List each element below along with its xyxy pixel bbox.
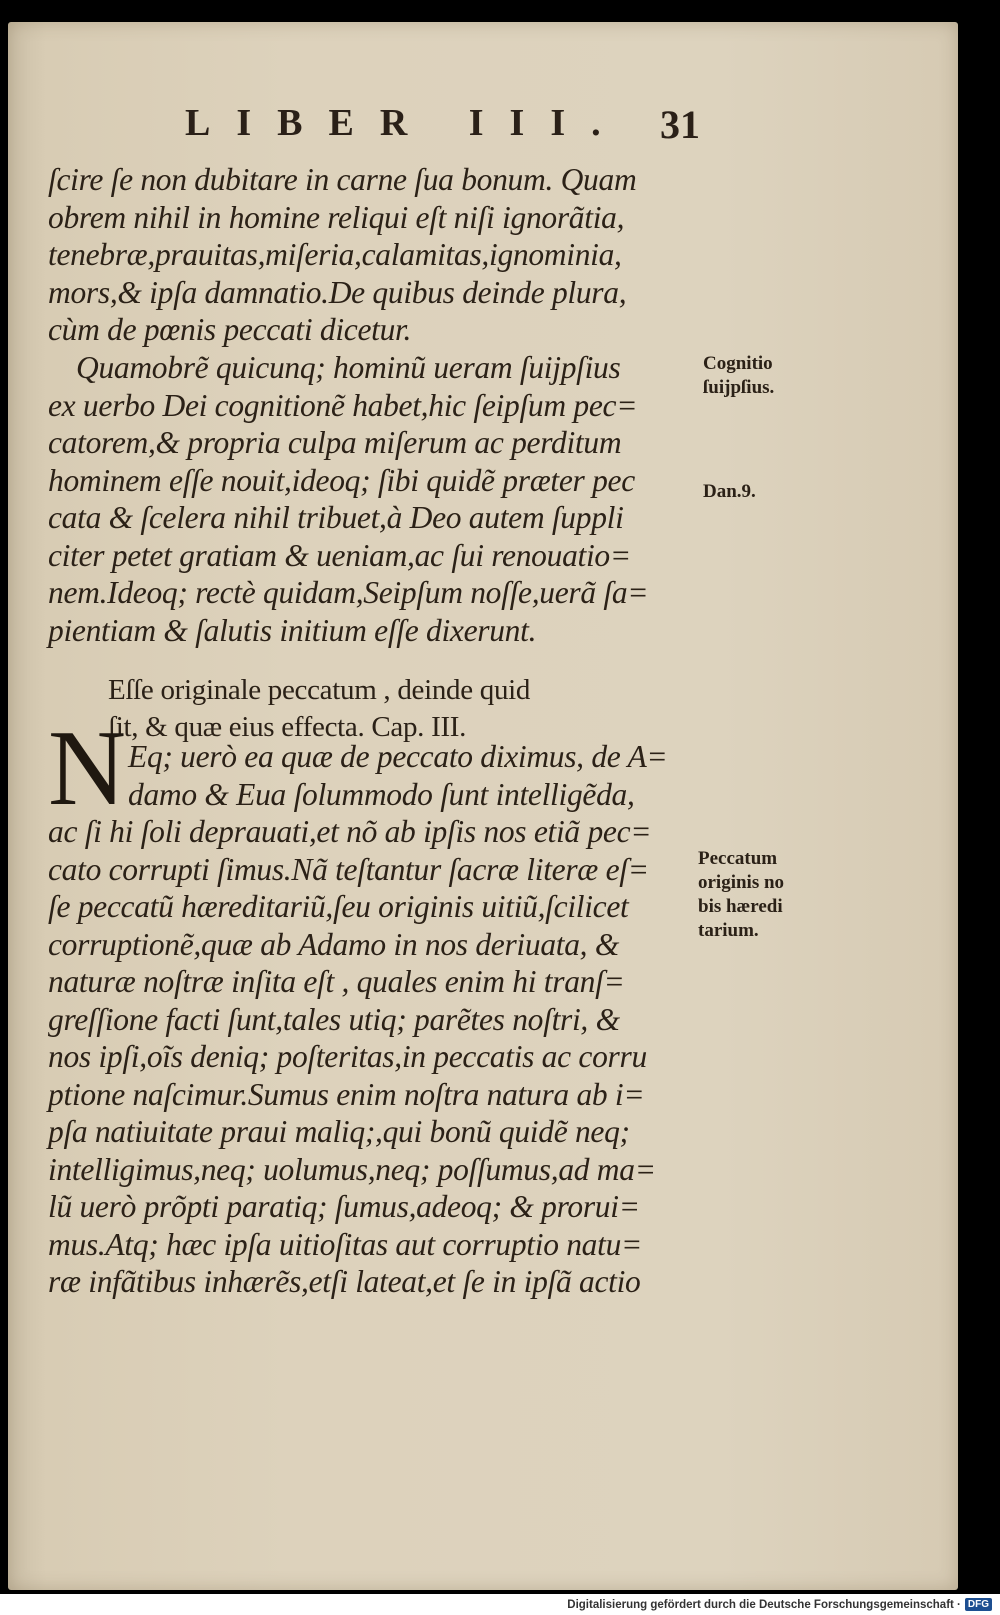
text-line: catorem,& propria culpa miſerum ac perditum [48, 425, 622, 460]
text-line: corruptionẽ,quæ ab Adamo in nos deriuata, & [48, 926, 620, 962]
dfg-logo-icon: DFG [965, 1598, 992, 1611]
margin-note-line: Cognitio [703, 353, 773, 374]
text-line: Quamobrẽ quicunq; hominũ ueram ſuijpſius [76, 350, 621, 385]
text-line: ac ſi hi ſoli deprauati,et nõ ab ipſis nos etiã pec= [48, 814, 652, 849]
margin-note-line: ſuijpſius. [703, 377, 775, 398]
text-line: greſſione facti ſunt,tales utiq; parẽtes noſtri, & [48, 1001, 620, 1037]
text-line: mors,& ipſa damnatio.De quibus deinde plura, [48, 274, 627, 310]
text-line: tenebræ,prauitas,miſeria,calamitas,ignominia, [48, 237, 622, 272]
text-line: nem.Ideoq; rectè quidam,Seipſum noſſe,uerã ſa= [48, 575, 649, 610]
heading-line: ſit, & quæ eius effecta. Cap. III. [108, 711, 467, 743]
text-line: naturæ noſtræ inſita eſt , quales enim hi tranſ= [48, 964, 625, 999]
margin-note-line: tarium. [698, 920, 759, 941]
text-line: intelligimus,neq; uolumus,neq; poſſumus,ad ma= [48, 1151, 656, 1187]
text-line: ex uerbo Dei cognitionẽ habet,hic ſeipſum pec= [48, 387, 638, 423]
text-line: Eq; uerò ea quæ de peccato diximus, de A= [128, 739, 668, 774]
text-line: nos ipſi,oĩs deniq; poſteritas,in peccatis ac corru [48, 1039, 647, 1074]
margin-note-dan [703, 480, 756, 504]
text-line: cata & ſcelera nihil tribuet,à Deo autem ſuppli [48, 500, 624, 535]
margin-note-peccatum [698, 847, 784, 943]
text-line: ſe peccatũ hæreditariũ,ſeu originis uitiũ,ſcilicet [48, 889, 629, 924]
margin-note-line: originis no [698, 872, 785, 893]
running-head: LIBER III. [185, 102, 627, 144]
margin-note-line: Peccatum [698, 848, 778, 869]
footer-bar [0, 1594, 1000, 1615]
text-line: cato corrupti ſimus.Nã teſtantur ſacræ literæ eſ= [48, 851, 649, 887]
text-line: cùm de pœnis peccati dicetur. [48, 312, 412, 347]
margin-note-line: Dan.9. [703, 481, 756, 502]
margin-note-line: bis hæredi [698, 896, 783, 917]
text-line: damo & Eua ſolummodo ſunt intelligẽda, [128, 776, 635, 812]
text-line: lũ uerò prõpti paratiq; ſumus,adeoq; & prorui= [48, 1189, 640, 1224]
text-line: mus.Atq; hæc ipſa uitioſitas aut corruptio natu= [48, 1226, 642, 1262]
text-line: pſa natiuitate praui maliq;,qui bonũ quidẽ neq; [48, 1114, 630, 1149]
text-line: ræ infãtibus inhærẽs,etſi lateat,et ſe in ipſã actio [48, 1264, 641, 1299]
paragraph-3-indented [128, 738, 698, 813]
drop-cap-initial: N [48, 709, 126, 828]
margin-note-cognitio [703, 352, 774, 400]
text-line: citer petet gratiam & ueniam,ac ſui renouatio= [48, 537, 631, 573]
text-line: pientiam & ſalutis initium eſſe dixerunt. [48, 612, 537, 648]
paragraph-3 [48, 813, 698, 1301]
text-line: hominem eſſe nouit,ideoq; ſibi quidẽ præter pec [48, 462, 635, 498]
footer-credit: Digitalisierung gefördert durch die Deutsche Forschungsgemeinschaft · [567, 1598, 961, 1611]
heading-line: Eſſe originale peccatum , deinde quid [108, 674, 531, 706]
text-line: obrem nihil in homine reliqui eſt niſi ignorãtia, [48, 199, 625, 235]
chapter-heading [108, 672, 668, 746]
page-number: 31 [660, 102, 700, 147]
text-line: ptione naſcimur.Sumus enim noſtra natura ab i= [48, 1076, 645, 1112]
paragraph-2 [48, 349, 698, 649]
paragraph-1 [48, 161, 698, 349]
text-line: ſcire ſe non dubitare in carne ſua bonum. Quam [48, 162, 637, 197]
